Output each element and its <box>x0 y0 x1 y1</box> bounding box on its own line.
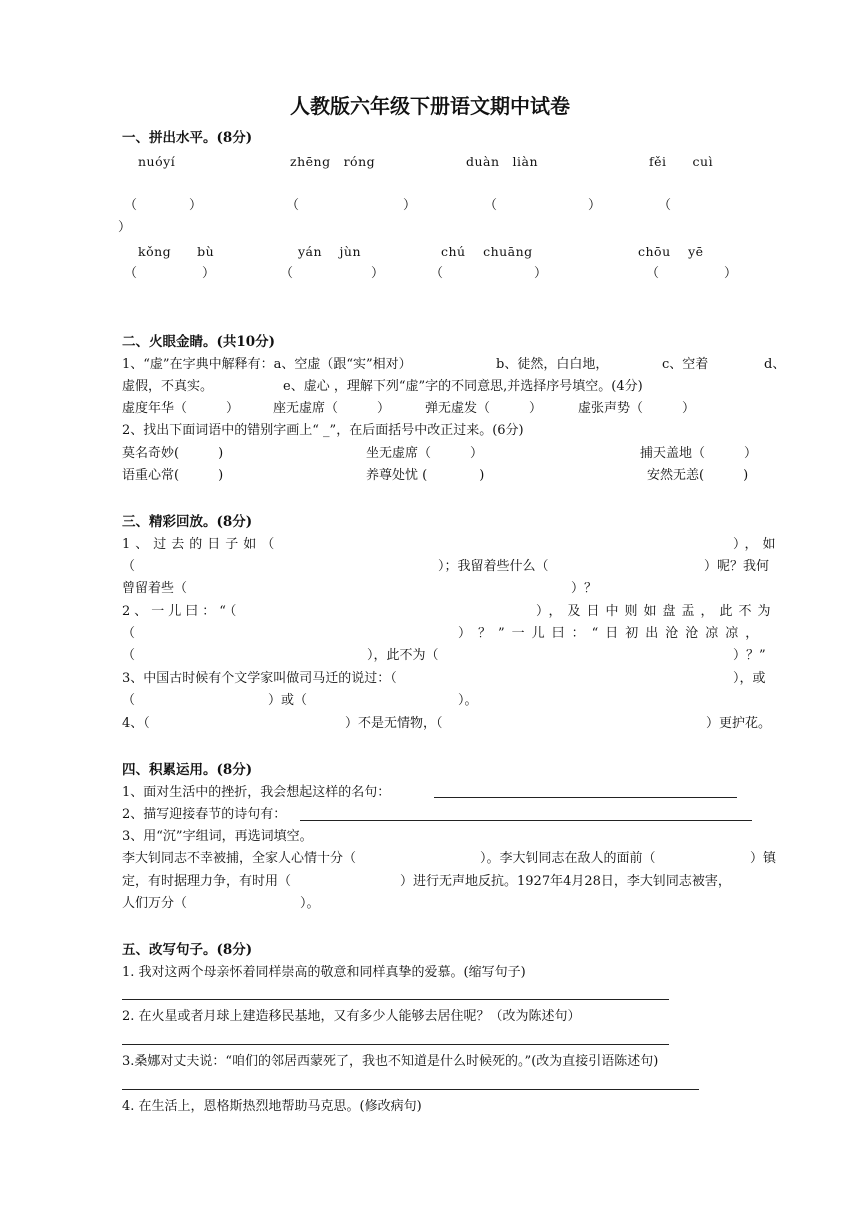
q3-3-line2-mid: ）或（ <box>268 693 308 708</box>
pinyin-7: chú chuāng <box>441 244 533 259</box>
answer-blank-2[interactable]: （ ） <box>286 198 417 213</box>
q3-2-line3-mid: ），此不为（ <box>367 648 439 663</box>
q3-1-line1-end: ），如 <box>733 537 781 552</box>
q3-2-line3: （ <box>122 648 136 663</box>
pinyin-6: yán jùn <box>298 244 362 259</box>
q5-2-text: 2. 在火星或者月球上建造移民基地，又有多少人能够去居住呢？（改为陈述句） <box>122 1009 581 1024</box>
word-item[interactable]: 养尊处忧 ( ) <box>366 468 485 483</box>
q3-1-line2: （ <box>122 559 136 574</box>
word-item[interactable]: 弹无虚发（ ） <box>425 401 543 416</box>
pinyin-2: zhēng róng <box>290 154 376 169</box>
answer-line[interactable] <box>122 999 669 1000</box>
word-item[interactable]: 虚张声势（ ） <box>578 401 696 416</box>
answer-blank-6[interactable]: （ ） <box>280 266 385 281</box>
q5-1-text: 1. 我对这两个母亲怀着同样崇高的敬意和同样真挚的爱慕。(缩写句子) <box>122 965 526 980</box>
pinyin-5: kǒng bù <box>138 244 215 259</box>
q3-2-line3-end: ）？” <box>733 648 766 663</box>
q3-3-line2-end: ）。 <box>458 693 478 708</box>
q4-para-line1: 李大钊同志不幸被捕，全家人心情十分（ <box>122 851 357 866</box>
q3-1-line2-end: ）呢？我何 <box>704 559 770 574</box>
q4-para-line3-end: ）。 <box>300 896 320 911</box>
q4-para-line2: 定，有时据理力争，有时用（ <box>122 874 292 889</box>
pinyin-8: chōu yē <box>638 244 704 259</box>
q3-4-line-mid: ）不是无情物，（ <box>345 716 443 731</box>
section-4-heading: 四、积累运用。(8分) <box>122 762 253 778</box>
answer-line[interactable] <box>300 820 752 821</box>
answer-blank-1[interactable]: （ ） <box>124 198 203 213</box>
word-item[interactable]: 莫名奇妙( ) <box>122 446 224 461</box>
q3-4-line: 4、（ <box>122 716 150 731</box>
page-title: 人教版六年级下册语文期中试卷 <box>290 94 570 118</box>
q2-1-text-d: d、 <box>764 357 786 372</box>
section-3-heading: 三、精彩回放。(8分) <box>122 514 253 530</box>
answer-blank-7[interactable]: （ ） <box>430 266 548 281</box>
section-2-heading: 二、火眼金睛。(共10分) <box>122 334 276 350</box>
q3-3-line1: 3、中国古时候有个文学家叫做司马迁的说过：（ <box>122 671 397 686</box>
q2-2-text: 2、找出下面词语中的错别字画上“ _”，在后面括号中改正过来。(6分) <box>122 423 524 438</box>
q4-1-text: 1、面对生活中的挫折，我会想起这样的名句： <box>122 785 391 800</box>
q3-3-line2: （ <box>122 693 136 708</box>
word-item[interactable]: 安然无恙( ) <box>647 468 749 483</box>
answer-blank-8[interactable]: （ ） <box>646 266 738 281</box>
answer-line[interactable] <box>434 797 737 798</box>
q3-2-line1: 2、一儿曰：“（ <box>122 604 241 619</box>
answer-line[interactable] <box>122 1089 699 1090</box>
pinyin-3: duàn liàn <box>466 154 539 169</box>
section-1-heading: 一、拼出水平。(8分) <box>122 130 253 146</box>
word-item[interactable]: 捕天盖地（ ） <box>640 446 758 461</box>
q3-2-line2-end: ）？”一儿曰：“日初出沧沧凉凉， <box>458 626 766 641</box>
q3-1-line3-end: ）？ <box>571 581 598 596</box>
word-item[interactable]: 虚度年华（ ） <box>122 401 240 416</box>
pinyin-4: fěi cuì <box>649 154 714 169</box>
q3-1-line3: 曾留着些（ <box>122 581 188 596</box>
q3-2-line1-end: ），及日中则如盘盂，此不为 <box>536 604 777 619</box>
q2-1-text: 1、“虚”在字典中解释有：a、空虚（跟“实”相对） <box>122 357 412 372</box>
q4-para-line1-end: ）镇 <box>750 851 777 866</box>
answer-blank-5[interactable]: （ ） <box>124 266 216 281</box>
answer-blank-4-close: ） <box>118 220 132 235</box>
q4-para-line2-end: ）进行无声地反抗。1927年4月28日，李大钊同志被害， <box>400 874 731 889</box>
q3-1-line1: 1、过去的日子如（ <box>122 537 280 552</box>
q3-2-line2: （ <box>122 626 136 641</box>
answer-line[interactable] <box>122 1044 669 1045</box>
word-item[interactable]: 座无虚席（ ） <box>273 401 391 416</box>
answer-blank-3[interactable]: （ ） <box>484 198 602 213</box>
answer-blank-4[interactable]: （ <box>658 198 672 213</box>
q2-1-text-b: b、徒然，白白地， <box>496 357 609 372</box>
q2-1-text-2a: 虚假，不真实。 <box>122 379 214 394</box>
q3-4-line-end: ）更护花。 <box>706 716 772 731</box>
q4-2-text: 2、描写迎接春节的诗句有： <box>122 807 287 822</box>
q2-1-text-2b: e、虚心 ，理解下列“虚”字的不同意思,并选择序号填空。(4分) <box>283 379 643 394</box>
q4-3-text: 3、用“沉”字组词，再选词填空。 <box>122 829 313 844</box>
q5-4-text: 4. 在生活上，恩格斯热烈地帮助马克思。(修改病句) <box>122 1099 422 1114</box>
q2-1-text-c: c、空着 <box>662 357 709 372</box>
q3-3-line1-end: ），或 <box>733 671 766 686</box>
q3-1-line2-mid: ）；我留着些什么（ <box>438 559 549 574</box>
word-item[interactable]: 坐无虚席（ ） <box>366 446 484 461</box>
q4-para-line3: 人们万分（ <box>122 896 188 911</box>
pinyin-1: nuóyí <box>138 154 176 169</box>
q5-3-text: 3.桑娜对丈夫说：“咱们的邻居西蒙死了，我也不知道是什么时候死的。”(改为直接引语陈述句) <box>122 1054 659 1069</box>
q4-para-line1-mid: ）。李大钊同志在敌人的面前（ <box>480 851 656 866</box>
word-item[interactable]: 语重心常( ) <box>122 468 224 483</box>
section-5-heading: 五、改写句子。(8分) <box>122 942 253 958</box>
